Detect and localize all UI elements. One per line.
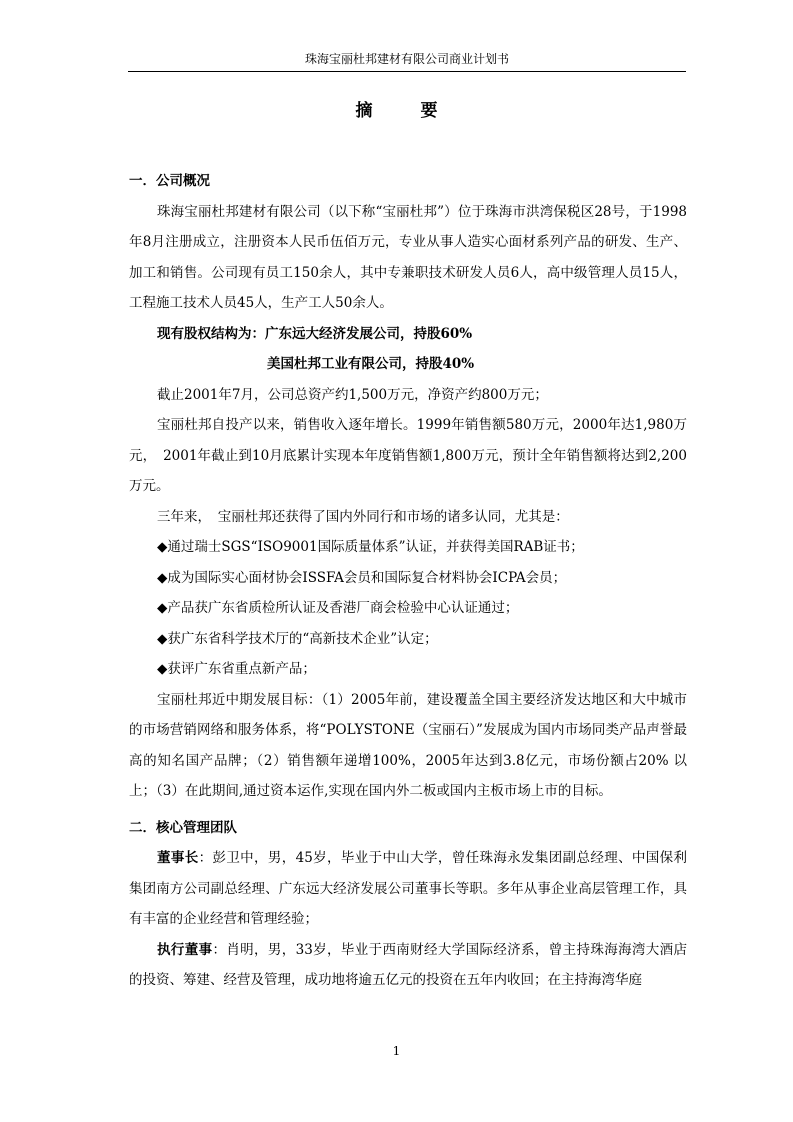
section-heading-company-overview: 一．公司概况 xyxy=(129,173,210,189)
shareholding-line-1: 现有股权结构为：广东远大经济发展公司，持股60% xyxy=(157,325,473,342)
chairman-text: ：彭卫中，男，45岁，毕业于中山大学，曾任珠海永发集团副总经理、中国保利集团南方公司副总经理、广东远大经济发展公司董事长等职。多年从事企业高层管理工作，具有丰富的企业经营和管理经验； xyxy=(129,850,688,927)
paragraph-recognition: 三年来， 宝丽杜邦还获得了国内外同行和市场的诸多认同，尤其是： xyxy=(157,508,569,525)
list-item: ◆产品获广东省质检所认证及香港厂商会检验中心认证通过； xyxy=(157,600,519,616)
document-body xyxy=(129,160,687,996)
paragraph-chairman xyxy=(129,843,687,935)
executive-director-text: ：肖明，男，33岁，毕业于西南财经大学国际经济系，曾主持珠海海湾大酒店的投资、筹建、经营及管理，成功地将逾五亿元的投资在五年内收回；在主持海湾华庭 xyxy=(129,941,688,988)
paragraph-assets: 截止2001年7月，公司总资产约1,500万元，净资产约800万元； xyxy=(157,386,548,403)
page-header: 珠海宝丽杜邦建材有限公司商业计划书 xyxy=(128,50,686,72)
list-item: ◆通过瑞士SGS“ISO9001国际质量体系”认证，并获得美国RAB证书； xyxy=(157,539,584,555)
executive-director-label: 执行董事 xyxy=(157,941,213,958)
paragraph-sales: 宝丽杜邦自投产以来，销售收入逐年增长。1999年销售额580万元，2000年达1,980万元， 2001年截止到10月底累计实现本年度销售额1,800万元，预计全年销售额将达到2,200万元。 xyxy=(129,417,687,494)
list-item: ◆获评广东省重点新产品； xyxy=(157,661,316,677)
paragraph-executive-director xyxy=(129,935,687,996)
page-title: 摘要 xyxy=(355,101,486,121)
chairman-label: 董事长 xyxy=(157,850,199,866)
paragraph-goals: 宝丽杜邦近中期发展目标：（1）2005年前，建设覆盖全国主要经济发达地区和大中城市的市场营销网络和服务体系，将“POLYSTONE（宝丽石）”发展成为国内市场同类产品声誉最高的知名国产品牌；（2）销售额年递增100%，2005年达到3.8亿元，市场份额占20% 以上；（3）在此期间,通过资本运作,实现在国内外二板或国内主板市场上市的目标。 xyxy=(129,691,687,799)
section-heading-management-team: 二．核心管理团队 xyxy=(129,819,237,836)
shareholding-line-2: 美国杜邦工业有限公司，持股40% xyxy=(267,356,475,372)
page-number: 1 xyxy=(392,1044,401,1058)
paragraph-company-intro: 珠海宝丽杜邦建材有限公司（以下称“宝丽杜邦”）位于珠海市洪湾保税区28号，于1998年8月注册成立，注册资本人民币伍佰万元，专业从事人造实心面材系列产品的研发、生产、加工和销售。公司现有员工150余人，其中专兼职技术研发人员6人，高中级管理人员15人，工程施工技术人员45人，生产工人50余人。 xyxy=(129,203,687,311)
list-item: ◆成为国际实心面材协会ISSFA会员和国际复合材料协会ICPA会员； xyxy=(157,569,567,586)
list-item: ◆获广东省科学技术厅的“高新技术企业”认定； xyxy=(157,630,438,647)
